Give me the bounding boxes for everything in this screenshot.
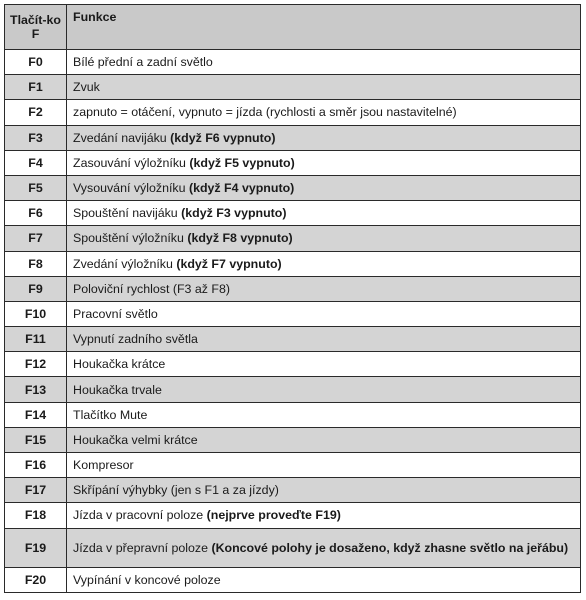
function-key-cell: F7 [5, 226, 67, 251]
function-key-cell: F16 [5, 453, 67, 478]
function-condition-note: (Koncové polohy je dosaženo, když zhasne světlo na jeřábu) [211, 540, 569, 555]
table-row [5, 125, 581, 150]
function-condition-note: (když F5 vypnuto) [189, 155, 295, 170]
function-description-text: Houkačka trvale [73, 382, 162, 397]
table-row [5, 453, 581, 478]
function-key-cell: F3 [5, 125, 67, 150]
function-description-cell [67, 150, 581, 175]
table-header-row [5, 5, 581, 50]
function-description-text: Vysouvání výložníku [73, 181, 189, 196]
function-key-cell: F11 [5, 327, 67, 352]
function-description-cell [67, 175, 581, 200]
function-description-cell [67, 75, 581, 100]
function-description-text: Spouštění výložníku [73, 231, 188, 246]
table-row [5, 301, 581, 326]
function-key-cell: F2 [5, 100, 67, 125]
function-description-text: Kompresor [73, 458, 134, 473]
function-condition-note: (když F7 vypnuto) [176, 256, 282, 271]
table-row [5, 567, 581, 592]
table-row [5, 402, 581, 427]
table-row [5, 50, 581, 75]
function-description-text: zapnuto = otáčení, vypnuto = jízda (rychlosti a směr jsou nastavitelné) [73, 105, 457, 120]
function-description-cell [67, 276, 581, 301]
function-description-cell [67, 377, 581, 402]
function-description-cell [67, 478, 581, 503]
function-condition-note: (když F4 vypnuto) [188, 181, 295, 196]
table-row [5, 377, 581, 402]
function-key-cell: F0 [5, 50, 67, 75]
function-description-cell [67, 125, 581, 150]
function-description-text: Tlačítko Mute [73, 407, 148, 422]
function-key-cell: F4 [5, 150, 67, 175]
function-key-cell: F6 [5, 201, 67, 226]
table-row [5, 276, 581, 301]
function-condition-note: (když F3 vypnuto) [181, 206, 287, 221]
function-description-text: Zvedání výložníku [73, 256, 177, 271]
function-condition-note: (nejprve proveďte F19) [206, 508, 341, 523]
function-key-cell: F10 [5, 301, 67, 326]
function-description-cell [67, 528, 581, 567]
function-description-text: Houkačka krátce [73, 357, 166, 372]
function-description-cell [67, 201, 581, 226]
function-key-cell: F9 [5, 276, 67, 301]
function-description-text: Zasouvání výložníku [73, 155, 190, 170]
header-key: Tlačít-ko F [5, 5, 67, 50]
function-description-cell [67, 352, 581, 377]
table-row [5, 251, 581, 276]
table-row [5, 75, 581, 100]
function-key-cell: F18 [5, 503, 67, 528]
function-key-cell: F12 [5, 352, 67, 377]
function-description-cell [67, 100, 581, 125]
table-row [5, 327, 581, 352]
function-condition-note: (když F8 vypnuto) [187, 231, 293, 246]
function-description-text: Vypínání v koncové poloze [73, 572, 221, 587]
function-key-cell: F14 [5, 402, 67, 427]
function-description-cell [67, 402, 581, 427]
function-description-text: Vypnutí zadního světla [73, 332, 198, 347]
function-description-text: Bílé přední a zadní světlo [73, 55, 213, 70]
function-description-text: Jízda v pracovní poloze [73, 508, 207, 523]
header-function: Funkce [67, 5, 581, 50]
table-row [5, 528, 581, 567]
table-row [5, 226, 581, 251]
function-description-text: Spouštění navijáku [73, 206, 182, 221]
function-key-cell: F8 [5, 251, 67, 276]
function-description-cell [67, 251, 581, 276]
function-description-text: Jízda v přepravní poloze [73, 540, 212, 555]
function-key-cell: F13 [5, 377, 67, 402]
table-row [5, 175, 581, 200]
table-row [5, 478, 581, 503]
table-row [5, 150, 581, 175]
function-description-cell [67, 301, 581, 326]
function-description-cell [67, 327, 581, 352]
function-table [4, 4, 581, 593]
function-key-cell: F20 [5, 567, 67, 592]
function-key-cell: F19 [5, 528, 67, 567]
function-description-cell [67, 503, 581, 528]
function-condition-note: (když F6 vypnuto) [170, 130, 276, 145]
function-description-text: Zvedání navijáku [73, 130, 171, 145]
table-row [5, 503, 581, 528]
table-row [5, 201, 581, 226]
function-description-text: Houkačka velmi krátce [73, 432, 198, 447]
function-description-text: Poloviční rychlost (F3 až F8) [73, 281, 230, 296]
table-row [5, 100, 581, 125]
function-description-text: Skřípání výhybky (jen s F1 a za jízdy) [73, 483, 279, 498]
function-description-cell [67, 453, 581, 478]
function-description-text: Zvuk [73, 80, 100, 95]
function-key-cell: F15 [5, 427, 67, 452]
table-row [5, 352, 581, 377]
function-description-cell [67, 567, 581, 592]
function-key-cell: F5 [5, 175, 67, 200]
function-description-text: Pracovní světlo [73, 306, 158, 321]
function-description-cell [67, 226, 581, 251]
function-description-cell [67, 50, 581, 75]
function-key-cell: F1 [5, 75, 67, 100]
table-row [5, 427, 581, 452]
function-key-cell: F17 [5, 478, 67, 503]
function-description-cell [67, 427, 581, 452]
